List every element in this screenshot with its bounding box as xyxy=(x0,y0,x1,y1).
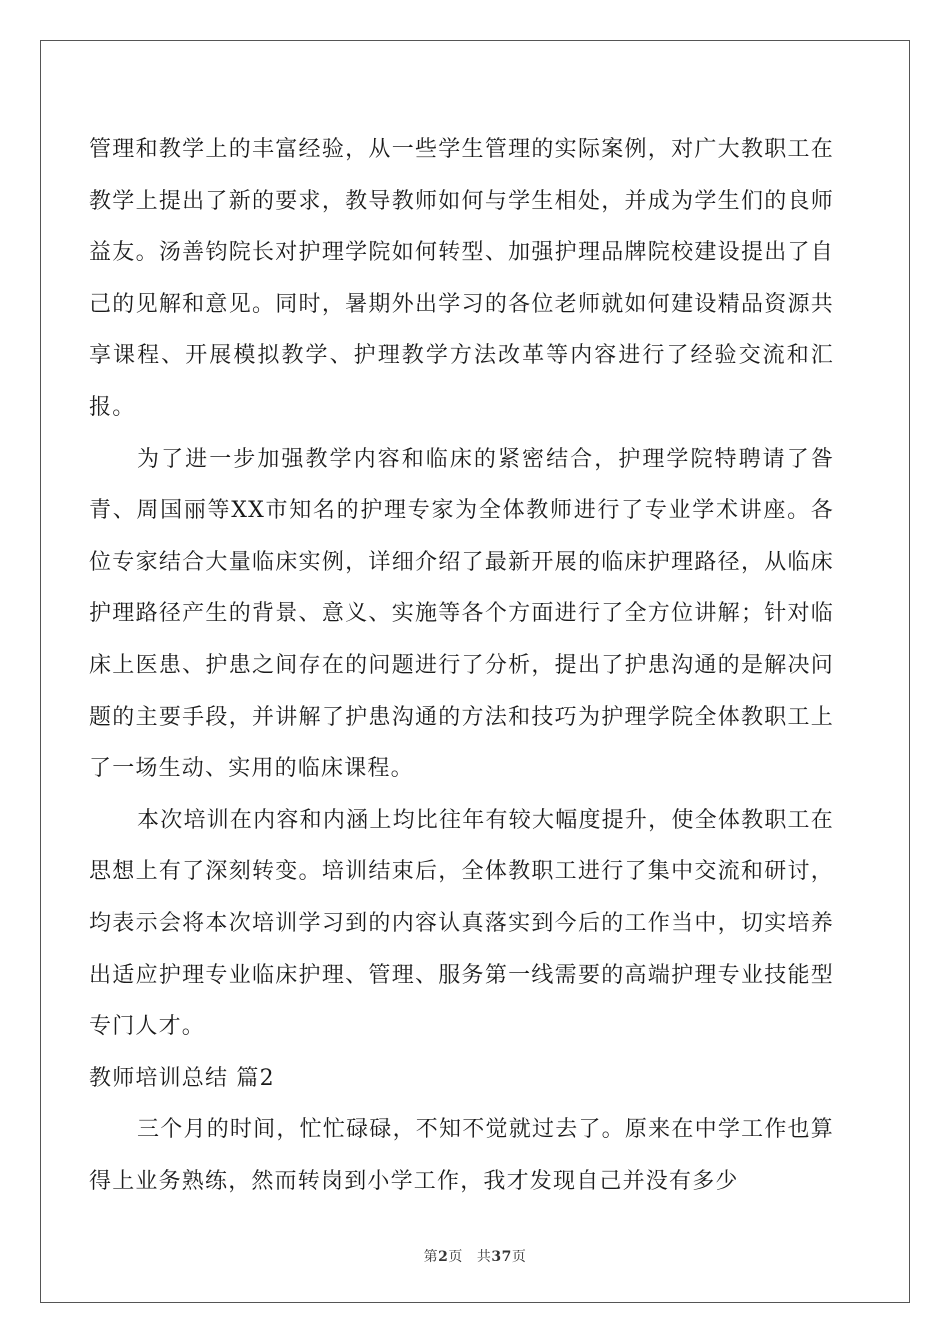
footer-page-suffix: 页 xyxy=(448,1249,463,1265)
footer-total-prefix: 共 xyxy=(476,1249,492,1265)
paragraph-3: 本次培训在内容和内涵上均比往年有较大幅度提升，使全体教职工在思想上有了深刻转变。培训结束后，全体教职工进行了集中交流和研讨，均表示会将本次培训学习到的内容认真落实到今后的工作当中，切实培养出适应护理专业临床护理、管理、服务第一线需要的高端护理专业技能型专门人才。 xyxy=(89,807,834,1040)
section-heading: 教师培训总结 篇2 xyxy=(89,1065,275,1091)
paragraph-2: 为了进一步加强教学内容和临床的紧密结合，护理学院特聘请了昝青、周国丽等XX市知名的护理专家为全体教师进行了专业学术讲座。各位专家结合大量临床实例，详细介绍了最新开展的临床护理路径，从临床护理路径产生的背景、意义、实施等各个方面进行了全方位讲解；针对临床上医患、护患之间存在的问题进行了分析，提出了护患沟通的是解决问题的主要手段，并讲解了护患沟通的方法和技巧为护理学院全体教职工上了一场生动、实用的临床课程。 xyxy=(89,446,834,782)
document-body xyxy=(89,124,834,1207)
paragraph-1: 管理和教学上的丰富经验，从一些学生管理的实际案例，对广大教职工在教学上提出了新的要求，教导教师如何与学生相处，并成为学生们的良师益友。汤善钧院长对护理学院如何转型、加强护理品牌院校建设提出了自己的见解和意见。同时，暑期外出学习的各位老师就如何建设精品资源共享课程、开展模拟教学、护理教学方法改革等内容进行了经验交流和汇报。 xyxy=(89,137,834,420)
footer-total-suffix: 页 xyxy=(511,1249,527,1265)
total-pages-number: 37 xyxy=(491,1249,512,1265)
current-page-number: 2 xyxy=(438,1249,449,1265)
paragraph-4: 三个月的时间，忙忙碌碌，不知不觉就过去了。原来在中学工作也算得上业务熟练，然而转岗到小学工作，我才发现自己并没有多少 xyxy=(89,1117,834,1194)
page-footer xyxy=(0,1246,950,1266)
footer-prefix: 第 xyxy=(423,1249,439,1265)
